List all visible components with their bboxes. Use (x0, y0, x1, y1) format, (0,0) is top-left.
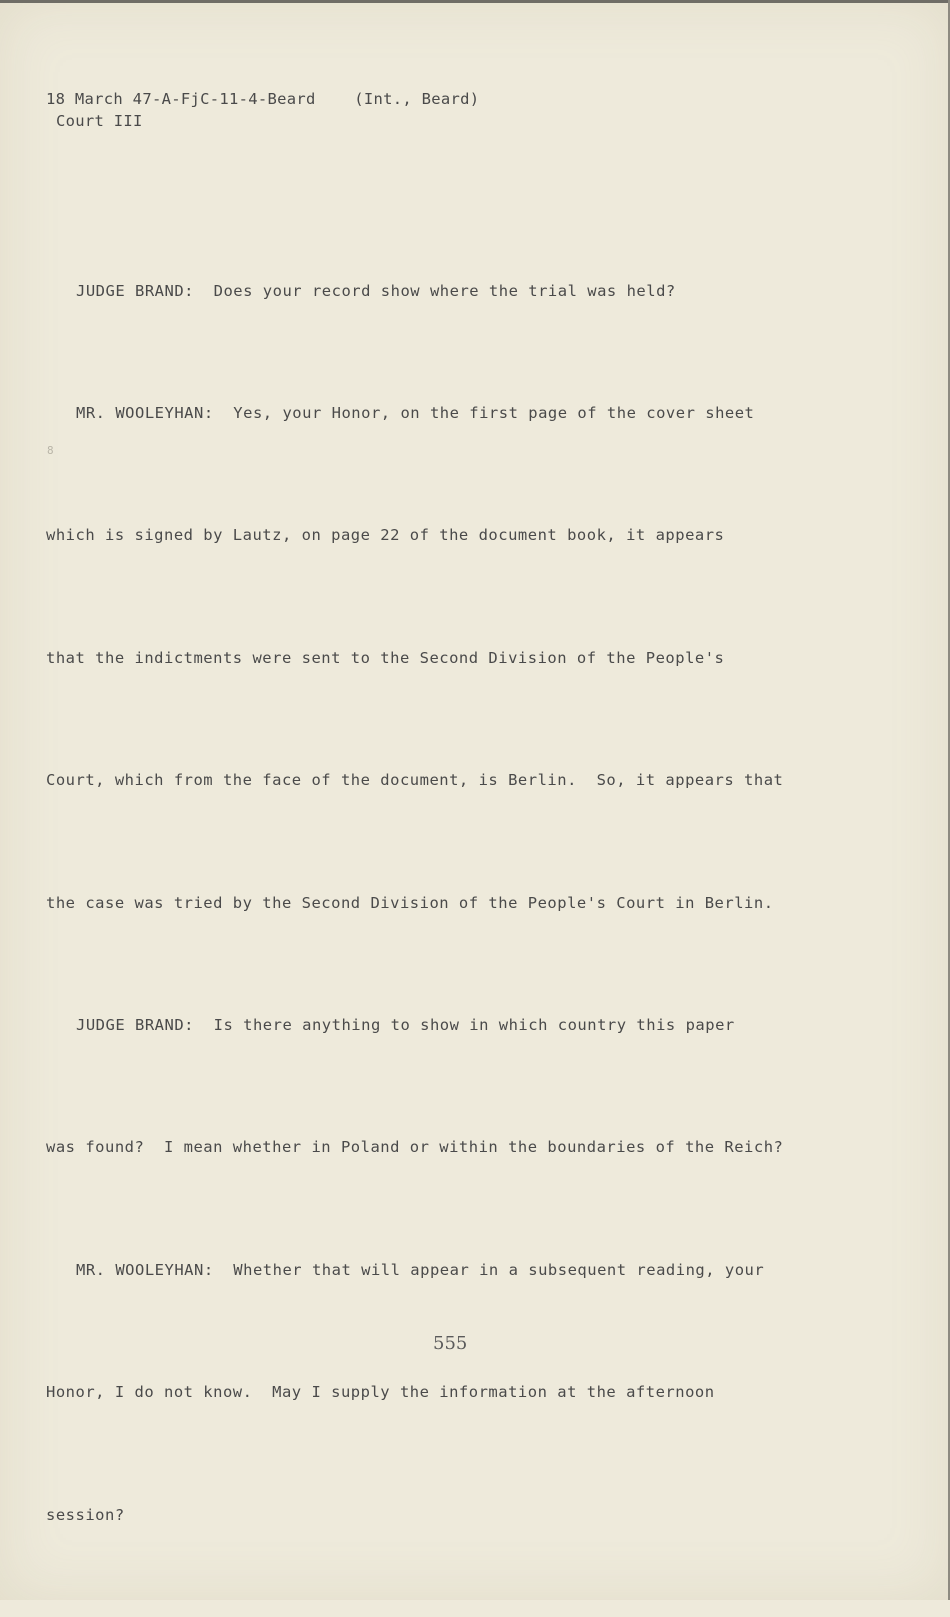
transcript-line: JUDGE BRAND: Is there anything to show in which country this paper (76, 1015, 735, 1034)
page-top-edge (0, 0, 950, 3)
transcript-line: was found? I mean whether in Poland or within the boundaries of the Reich? (46, 1138, 784, 1157)
transcript-line: session? (46, 1505, 125, 1524)
court-line: Court III (56, 112, 143, 130)
transcript-line: the case was tried by the Second Division of the People's Court in Berlin. (46, 893, 774, 912)
document-header (46, 88, 479, 132)
page-number: 555 (433, 1333, 468, 1354)
transcript-line: JUDGE BRAND: Does your record show where the trial was held? (76, 281, 676, 300)
margin-mark: 8 (47, 444, 54, 457)
reference-line: 18 March 47-A-FjC-11-4-Beard (Int., Beard) (46, 90, 480, 108)
transcript-line: Court, which from the face of the document, is Berlin. So, it appears that (46, 771, 784, 790)
transcript-line: MR. WOOLEYHAN: Yes, your Honor, on the first page of the cover sheet (76, 403, 755, 422)
transcript-line: Honor, I do not know. May I supply the information at the afternoon (46, 1383, 715, 1402)
transcript-line: which is signed by Lautz, on page 22 of the document book, it appears (46, 526, 725, 545)
transcript-line: that the indictments were sent to the Second Division of the People's (46, 648, 725, 667)
transcript-body (46, 189, 826, 1617)
transcript-line: MR. WOOLEYHAN: Whether that will appear in a subsequent reading, your (76, 1260, 765, 1279)
